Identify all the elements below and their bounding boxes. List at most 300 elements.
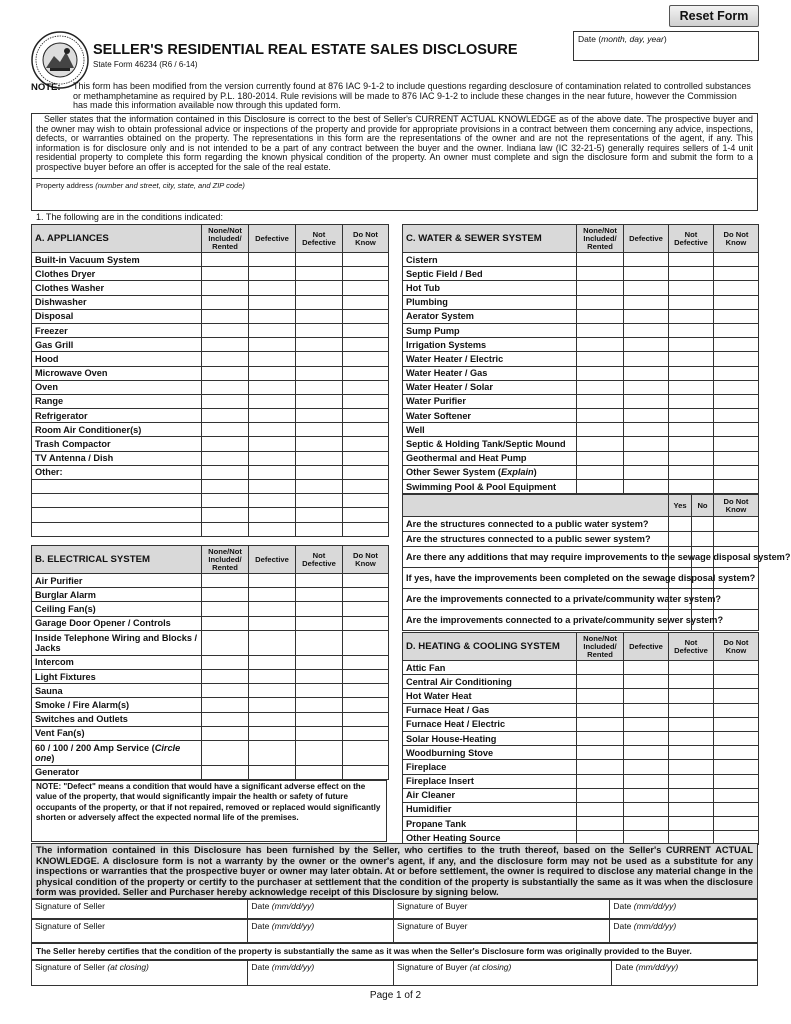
checkbox-cell[interactable]: [669, 802, 714, 816]
item-label: Intercom: [32, 655, 202, 669]
checkbox-cell[interactable]: [624, 717, 669, 731]
checkbox-cell[interactable]: [249, 574, 296, 588]
checkbox-cell[interactable]: [296, 352, 343, 366]
checkbox-cell[interactable]: [577, 352, 624, 366]
checkbox-cell[interactable]: [202, 451, 249, 465]
checkbox-cell[interactable]: [714, 281, 759, 295]
checkbox-cell[interactable]: [296, 281, 343, 295]
checkbox-cell[interactable]: [714, 480, 759, 494]
checkbox-cell[interactable]: [577, 281, 624, 295]
checkbox-cell[interactable]: [577, 451, 624, 465]
buyer-signature-field[interactable]: [394, 920, 610, 942]
seller-date-field[interactable]: [248, 920, 394, 942]
buyer-signature-field[interactable]: [394, 900, 610, 918]
checkbox-cell[interactable]: [202, 338, 249, 352]
table-row: [32, 588, 389, 602]
checkbox-cell[interactable]: [249, 712, 296, 726]
checkbox-cell[interactable]: [296, 409, 343, 423]
checkbox-cell[interactable]: [296, 574, 343, 588]
checkbox-cell[interactable]: [624, 480, 669, 494]
checkbox-cell[interactable]: [296, 508, 343, 522]
checkbox-cell[interactable]: [343, 630, 389, 655]
checkbox-cell[interactable]: [343, 698, 389, 712]
checkbox-cell[interactable]: [296, 323, 343, 337]
checkbox-cell[interactable]: [343, 574, 389, 588]
checkbox-cell[interactable]: [714, 689, 759, 703]
checkbox-cell[interactable]: [296, 437, 343, 451]
checkbox-cell[interactable]: [296, 338, 343, 352]
checkbox-cell[interactable]: [714, 437, 759, 451]
checkbox-cell[interactable]: [249, 494, 296, 508]
date-format: (mm/dd/yy): [271, 921, 315, 931]
checkbox-cell[interactable]: [624, 817, 669, 831]
checkbox-cell[interactable]: [669, 394, 714, 408]
table-row: [403, 517, 759, 532]
checkbox-cell[interactable]: [714, 451, 759, 465]
checkbox-cell[interactable]: [343, 394, 389, 408]
checkbox-cell[interactable]: [296, 267, 343, 281]
checkbox-cell[interactable]: [296, 295, 343, 309]
item-label: Air Purifier: [32, 574, 202, 588]
checkbox-cell[interactable]: [669, 323, 714, 337]
seller-signature-label: Signature of Seller: [35, 901, 105, 911]
checkbox-cell[interactable]: [624, 366, 669, 380]
checkbox-cell[interactable]: [669, 517, 692, 532]
checkbox-cell[interactable]: [669, 437, 714, 451]
checkbox-cell[interactable]: [249, 281, 296, 295]
checkbox-cell[interactable]: [714, 802, 759, 816]
checkbox-cell[interactable]: [249, 295, 296, 309]
checkbox-cell[interactable]: [343, 508, 389, 522]
checkbox-cell[interactable]: [343, 522, 389, 536]
checkbox-cell[interactable]: [669, 817, 714, 831]
checkbox-cell[interactable]: [202, 480, 249, 494]
checkbox-cell[interactable]: [714, 267, 759, 281]
checkbox-cell[interactable]: [202, 698, 249, 712]
checkbox-cell[interactable]: [343, 616, 389, 630]
checkbox-cell[interactable]: [624, 703, 669, 717]
checkbox-cell[interactable]: [714, 532, 759, 547]
col-not-defective: Not Defective: [669, 633, 714, 661]
checkbox-cell[interactable]: [577, 423, 624, 437]
checkbox-cell[interactable]: [343, 712, 389, 726]
checkbox-cell[interactable]: [343, 423, 389, 437]
checkbox-cell[interactable]: [577, 774, 624, 788]
checkbox-cell[interactable]: [202, 602, 249, 616]
checkbox-cell[interactable]: [692, 517, 714, 532]
checkbox-cell[interactable]: [249, 409, 296, 423]
checkbox-cell[interactable]: [249, 338, 296, 352]
checkbox-cell[interactable]: [249, 698, 296, 712]
checkbox-cell[interactable]: [249, 655, 296, 669]
checkbox-cell[interactable]: [249, 253, 296, 267]
item-label: Other:: [32, 465, 202, 479]
checkbox-cell[interactable]: [577, 661, 624, 675]
buyer-date-field[interactable]: [610, 900, 757, 918]
checkbox-cell[interactable]: [249, 465, 296, 479]
checkbox-cell[interactable]: [296, 423, 343, 437]
item-label: Room Air Conditioner(s): [32, 423, 202, 437]
checkbox-cell[interactable]: [296, 253, 343, 267]
checkbox-cell[interactable]: [343, 588, 389, 602]
checkbox-cell[interactable]: [577, 689, 624, 703]
checkbox-cell[interactable]: [343, 380, 389, 394]
checkbox-cell[interactable]: [343, 338, 389, 352]
item-label: Water Softener: [403, 409, 577, 423]
checkbox-cell[interactable]: [714, 352, 759, 366]
checkbox-cell[interactable]: [202, 574, 249, 588]
checkbox-cell[interactable]: [669, 661, 714, 675]
checkbox-cell[interactable]: [343, 295, 389, 309]
checkbox-cell[interactable]: [577, 480, 624, 494]
checkbox-cell[interactable]: [577, 409, 624, 423]
checkbox-cell[interactable]: [714, 409, 759, 423]
checkbox-cell[interactable]: [249, 630, 296, 655]
checkbox-cell[interactable]: [577, 437, 624, 451]
checkbox-cell[interactable]: [249, 508, 296, 522]
checkbox-cell[interactable]: [669, 423, 714, 437]
checkbox-cell[interactable]: [714, 731, 759, 745]
checkbox-cell[interactable]: [624, 661, 669, 675]
checkbox-cell[interactable]: [249, 522, 296, 536]
checkbox-cell[interactable]: [714, 517, 759, 532]
checkbox-cell[interactable]: [249, 437, 296, 451]
checkbox-cell[interactable]: [669, 532, 692, 547]
seller-signature-field[interactable]: [32, 920, 248, 942]
checkbox-cell[interactable]: [714, 338, 759, 352]
checkbox-cell[interactable]: [296, 394, 343, 408]
table-row: [403, 352, 759, 366]
checkbox-cell[interactable]: [202, 437, 249, 451]
checkbox-cell[interactable]: [577, 253, 624, 267]
checkbox-cell[interactable]: [714, 423, 759, 437]
item-label: Smoke / Fire Alarm(s): [32, 698, 202, 712]
checkbox-cell[interactable]: [249, 394, 296, 408]
checkbox-cell[interactable]: [296, 465, 343, 479]
checkbox-cell[interactable]: [249, 451, 296, 465]
checkbox-cell[interactable]: [343, 655, 389, 669]
checkbox-cell[interactable]: [714, 253, 759, 267]
checkbox-cell[interactable]: [343, 740, 389, 765]
col-none: None/Not Included/ Rented: [202, 546, 249, 574]
checkbox-cell[interactable]: [624, 802, 669, 816]
checkbox-cell[interactable]: [577, 717, 624, 731]
checkbox-cell[interactable]: [296, 480, 343, 494]
checkbox-cell[interactable]: [343, 726, 389, 740]
checkbox-cell[interactable]: [577, 817, 624, 831]
checkbox-cell[interactable]: [202, 655, 249, 669]
checkbox-cell[interactable]: [624, 352, 669, 366]
checkbox-cell[interactable]: [296, 494, 343, 508]
table-row: [32, 338, 389, 352]
checkbox-cell[interactable]: [249, 380, 296, 394]
checkbox-cell[interactable]: [624, 746, 669, 760]
item-label: Plumbing: [403, 295, 577, 309]
checkbox-cell[interactable]: [202, 740, 249, 765]
checkbox-cell[interactable]: [714, 295, 759, 309]
checkbox-cell[interactable]: [624, 788, 669, 802]
checkbox-cell[interactable]: [296, 380, 343, 394]
checkbox-cell[interactable]: [714, 380, 759, 394]
checkbox-cell[interactable]: [202, 630, 249, 655]
checkbox-cell[interactable]: [249, 423, 296, 437]
checkbox-cell[interactable]: [249, 684, 296, 698]
checkbox-cell[interactable]: [577, 366, 624, 380]
checkbox-cell[interactable]: [343, 480, 389, 494]
checkbox-cell[interactable]: [249, 669, 296, 683]
item-label: Hot Water Heat: [403, 689, 577, 703]
checkbox-cell[interactable]: [624, 253, 669, 267]
checkbox-cell[interactable]: [343, 267, 389, 281]
checkbox-cell[interactable]: [669, 774, 714, 788]
checkbox-cell[interactable]: [577, 309, 624, 323]
checkbox-cell[interactable]: [714, 394, 759, 408]
checkbox-cell[interactable]: [296, 630, 343, 655]
item-label: Swimming Pool & Pool Equipment: [403, 480, 577, 494]
checkbox-cell[interactable]: [669, 675, 714, 689]
checkbox-cell[interactable]: [343, 281, 389, 295]
checkbox-cell[interactable]: [624, 267, 669, 281]
checkbox-cell[interactable]: [296, 309, 343, 323]
checkbox-cell[interactable]: [296, 669, 343, 683]
checkbox-cell[interactable]: [202, 508, 249, 522]
checkbox-cell[interactable]: [714, 817, 759, 831]
checkbox-cell[interactable]: [624, 423, 669, 437]
checkbox-cell[interactable]: [202, 423, 249, 437]
checkbox-cell[interactable]: [202, 267, 249, 281]
checkbox-cell[interactable]: [714, 703, 759, 717]
checkbox-cell[interactable]: [669, 689, 714, 703]
checkbox-cell[interactable]: [296, 616, 343, 630]
col-yes: Yes: [669, 495, 692, 517]
checkbox-cell[interactable]: [714, 675, 759, 689]
checkbox-cell[interactable]: [202, 465, 249, 479]
checkbox-cell[interactable]: [624, 774, 669, 788]
checkbox-cell[interactable]: [577, 746, 624, 760]
date-label: Date (month, day, year): [578, 34, 667, 44]
checkbox-cell[interactable]: [296, 726, 343, 740]
checkbox-cell[interactable]: [249, 616, 296, 630]
checkbox-cell[interactable]: [249, 480, 296, 494]
checkbox-cell[interactable]: [624, 451, 669, 465]
checkbox-cell[interactable]: [669, 309, 714, 323]
checkbox-cell[interactable]: [577, 465, 624, 479]
buyer-closing-date-field[interactable]: [612, 961, 757, 985]
checkbox-cell[interactable]: [624, 338, 669, 352]
checkbox-cell[interactable]: [577, 267, 624, 281]
checkbox-cell[interactable]: [296, 451, 343, 465]
checkbox-cell[interactable]: [669, 746, 714, 760]
checkbox-cell[interactable]: [343, 451, 389, 465]
checkbox-cell[interactable]: [202, 684, 249, 698]
checkbox-cell[interactable]: [624, 437, 669, 451]
checkbox-cell[interactable]: [202, 409, 249, 423]
buyer-closing-signature-field[interactable]: [394, 961, 612, 985]
checkbox-cell[interactable]: [669, 295, 714, 309]
checkbox-cell[interactable]: [624, 323, 669, 337]
col-do-not-know: Do Not Know: [343, 225, 389, 253]
seller-signature-field[interactable]: [32, 900, 248, 918]
checkbox-cell[interactable]: [624, 295, 669, 309]
checkbox-cell[interactable]: [202, 366, 249, 380]
checkbox-cell[interactable]: [202, 726, 249, 740]
checkbox-cell[interactable]: [343, 684, 389, 698]
checkbox-cell[interactable]: [343, 437, 389, 451]
checkbox-cell[interactable]: [249, 588, 296, 602]
checkbox-cell[interactable]: [296, 740, 343, 765]
checkbox-cell[interactable]: [296, 655, 343, 669]
checkbox-cell[interactable]: [669, 253, 714, 267]
checkbox-cell[interactable]: [249, 323, 296, 337]
checkbox-cell[interactable]: [296, 588, 343, 602]
checkbox-cell[interactable]: [624, 465, 669, 479]
checkbox-cell[interactable]: [249, 267, 296, 281]
item-label: Other Heating Source: [403, 831, 577, 845]
checkbox-cell[interactable]: [714, 746, 759, 760]
checkbox-cell[interactable]: [692, 532, 714, 547]
table-row: [403, 437, 759, 451]
checkbox-cell[interactable]: [714, 661, 759, 675]
checkbox-cell[interactable]: [669, 480, 714, 494]
table-row: [403, 731, 759, 745]
checkbox-cell[interactable]: [624, 281, 669, 295]
checkbox-cell[interactable]: [577, 788, 624, 802]
checkbox-cell[interactable]: [296, 522, 343, 536]
checkbox-cell[interactable]: [669, 338, 714, 352]
reset-form-button[interactable]: Reset Form: [669, 5, 759, 27]
checkbox-cell[interactable]: [577, 394, 624, 408]
checkbox-cell[interactable]: [202, 588, 249, 602]
checkbox-cell[interactable]: [343, 366, 389, 380]
checkbox-cell[interactable]: [624, 409, 669, 423]
checkbox-cell[interactable]: [577, 731, 624, 745]
checkbox-cell[interactable]: [202, 281, 249, 295]
checkbox-cell[interactable]: [669, 465, 714, 479]
checkbox-cell[interactable]: [669, 788, 714, 802]
checkbox-cell[interactable]: [577, 802, 624, 816]
checkbox-cell[interactable]: [669, 703, 714, 717]
buyer-date-field[interactable]: [610, 920, 757, 942]
checkbox-cell[interactable]: [296, 366, 343, 380]
checkbox-cell[interactable]: [714, 760, 759, 774]
checkbox-cell[interactable]: [577, 323, 624, 337]
seller-date-field[interactable]: [248, 900, 394, 918]
checkbox-cell[interactable]: [624, 760, 669, 774]
checkbox-cell[interactable]: [624, 380, 669, 394]
checkbox-cell[interactable]: [714, 774, 759, 788]
checkbox-cell[interactable]: [296, 698, 343, 712]
checkbox-cell[interactable]: [202, 494, 249, 508]
checkbox-cell[interactable]: [669, 760, 714, 774]
checkbox-cell[interactable]: [669, 267, 714, 281]
checkbox-cell[interactable]: [343, 352, 389, 366]
checkbox-cell[interactable]: [714, 717, 759, 731]
checkbox-cell[interactable]: [202, 295, 249, 309]
seller-closing-signature-field[interactable]: [32, 961, 248, 985]
checkbox-cell[interactable]: [669, 451, 714, 465]
checkbox-cell[interactable]: [577, 338, 624, 352]
property-address-field[interactable]: [31, 179, 758, 211]
checkbox-cell[interactable]: [343, 465, 389, 479]
checkbox-cell[interactable]: [669, 366, 714, 380]
checkbox-cell[interactable]: [624, 689, 669, 703]
checkbox-cell[interactable]: [202, 352, 249, 366]
item-label: Garage Door Opener / Controls: [32, 616, 202, 630]
checkbox-cell[interactable]: [296, 765, 343, 779]
date-field[interactable]: [573, 31, 759, 61]
checkbox-cell[interactable]: [577, 703, 624, 717]
table-row: [32, 394, 389, 408]
table-row: [403, 610, 759, 631]
checkbox-cell[interactable]: [202, 323, 249, 337]
table-row: [32, 409, 389, 423]
checkbox-cell[interactable]: [669, 352, 714, 366]
checkbox-cell[interactable]: [249, 726, 296, 740]
checkbox-cell[interactable]: [296, 684, 343, 698]
checkbox-cell[interactable]: [669, 731, 714, 745]
seller-closing-date-field[interactable]: [248, 961, 394, 985]
checkbox-cell[interactable]: [202, 669, 249, 683]
checkbox-cell[interactable]: [343, 494, 389, 508]
checkbox-cell[interactable]: [624, 675, 669, 689]
checkbox-cell[interactable]: [202, 522, 249, 536]
checkbox-cell[interactable]: [202, 616, 249, 630]
checkbox-cell[interactable]: [249, 602, 296, 616]
checkbox-cell[interactable]: [343, 323, 389, 337]
checkbox-cell[interactable]: [669, 409, 714, 423]
checkbox-cell[interactable]: [714, 465, 759, 479]
checkbox-cell[interactable]: [343, 409, 389, 423]
checkbox-cell[interactable]: [669, 281, 714, 295]
checkbox-cell[interactable]: [624, 309, 669, 323]
checkbox-cell[interactable]: [714, 323, 759, 337]
checkbox-cell[interactable]: [249, 309, 296, 323]
checkbox-cell[interactable]: [669, 717, 714, 731]
checkbox-cell[interactable]: [343, 765, 389, 779]
checkbox-cell[interactable]: [714, 366, 759, 380]
checkbox-cell[interactable]: [249, 740, 296, 765]
checkbox-cell[interactable]: [202, 380, 249, 394]
checkbox-cell[interactable]: [202, 712, 249, 726]
checkbox-cell[interactable]: [202, 394, 249, 408]
table-row: [403, 338, 759, 352]
checkbox-cell[interactable]: [202, 309, 249, 323]
checkbox-cell[interactable]: [624, 394, 669, 408]
certification-text: The information contained in this Disclosure has been furnished by the Seller, who certifies to the truth thereof, based on the Seller's CURRENT ACTUAL KNOWLEDGE. A disclosure form is not a warranty by the owner or the owner's agent, if any, and the disclosure form may not be used as a substitute for any inspections or warranties that the prospective buyer or owner may later obtain. At or before settlement, the owner is required to disclose any material change in the physical condition of the property or certify to the purchaser at settlement that the condition of the property is substantially the same as it was when the disclosure form was provided. Seller and Purchaser hereby acknowledge receipt of this Disclosure by signing below.: [31, 843, 758, 899]
checkbox-cell[interactable]: [296, 712, 343, 726]
checkbox-cell[interactable]: [296, 602, 343, 616]
checkbox-cell[interactable]: [249, 352, 296, 366]
checkbox-cell[interactable]: [249, 765, 296, 779]
checkbox-cell[interactable]: [577, 675, 624, 689]
checkbox-cell[interactable]: [714, 788, 759, 802]
checkbox-cell[interactable]: [343, 602, 389, 616]
heating-cooling-header: D. HEATING & COOLING SYSTEM: [403, 633, 577, 661]
checkbox-cell[interactable]: [624, 731, 669, 745]
checkbox-cell[interactable]: [343, 309, 389, 323]
checkbox-cell[interactable]: [202, 253, 249, 267]
checkbox-cell[interactable]: [343, 253, 389, 267]
checkbox-cell[interactable]: [577, 380, 624, 394]
item-label: Inside Telephone Wiring and Blocks / Jacks: [32, 630, 202, 655]
checkbox-cell[interactable]: [714, 309, 759, 323]
checkbox-cell[interactable]: [343, 669, 389, 683]
checkbox-cell[interactable]: [249, 366, 296, 380]
checkbox-cell[interactable]: [669, 380, 714, 394]
checkbox-cell[interactable]: [577, 760, 624, 774]
checkbox-cell[interactable]: [577, 295, 624, 309]
checkbox-cell[interactable]: [202, 765, 249, 779]
